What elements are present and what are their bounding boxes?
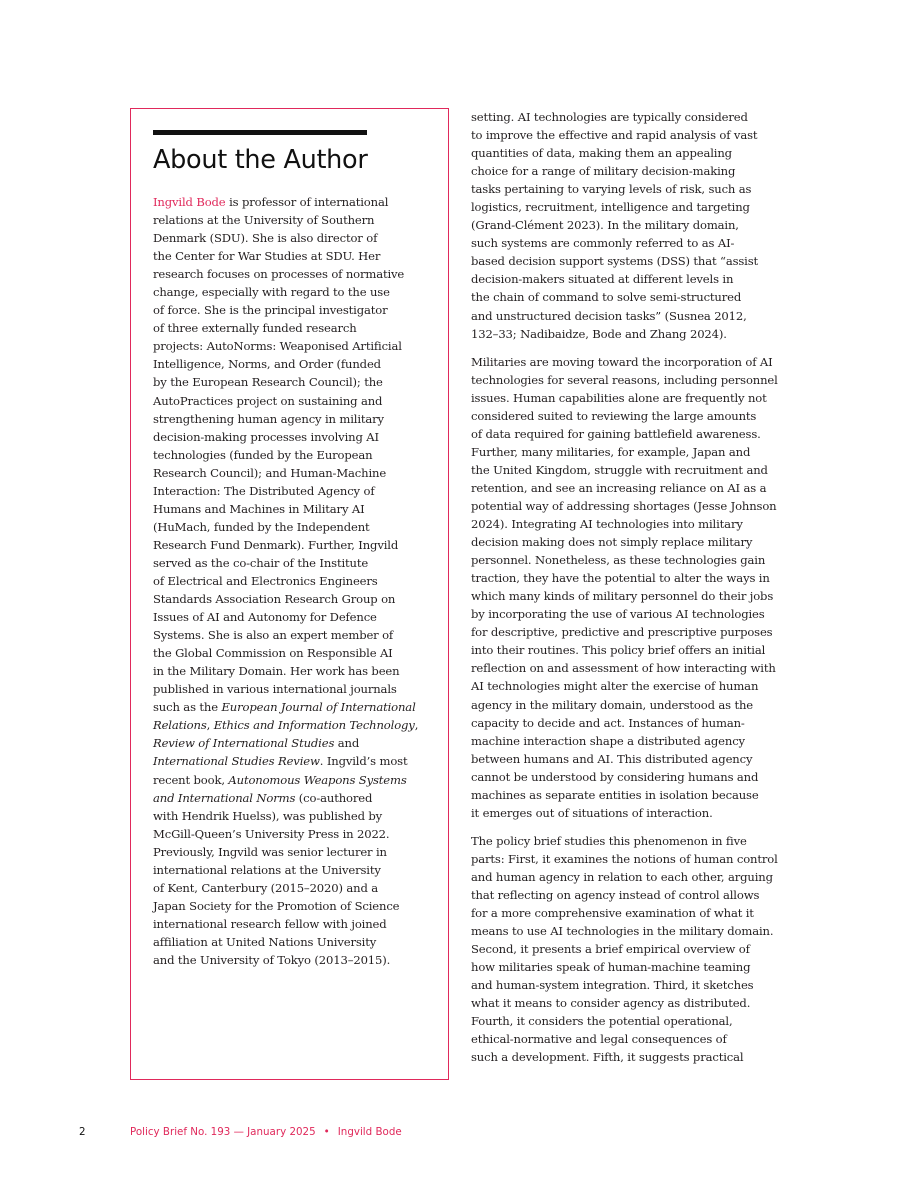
bio-line xyxy=(153,789,428,807)
bio-line: strengthening human agency in military xyxy=(153,411,384,426)
body-line: by incorporating the use of various AI technologies xyxy=(471,607,765,622)
publication-title: European Journal of International xyxy=(221,700,416,715)
bio-line: the Global Commission on Responsible AI xyxy=(153,646,393,661)
body-line: for descriptive, predictive and prescriptive purposes xyxy=(471,625,773,640)
bio-line xyxy=(153,698,428,716)
body-line: of data required for gaining battlefield awareness. xyxy=(471,426,761,441)
bio-text: , xyxy=(206,718,214,733)
body-line: the United Kingdom, struggle with recruitment and xyxy=(471,462,768,477)
footer-publication: Policy Brief No. 193 — January 2025 xyxy=(130,1126,316,1138)
bio-line: projects: AutoNorms: Weaponised Artificial xyxy=(153,339,402,354)
bio-line: international relations at the University xyxy=(153,862,381,877)
bio-line: of force. She is the principal investigator xyxy=(153,303,388,318)
author-name-link[interactable]: Ingvild Bode xyxy=(153,195,226,209)
body-line: technologies for several reasons, including personnel xyxy=(471,372,778,387)
heading-rule xyxy=(153,130,367,135)
body-line: decision making does not simply replace military xyxy=(471,535,753,550)
body-line: means to use AI technologies in the military domain. xyxy=(471,924,774,939)
author-bio xyxy=(153,193,428,969)
body-line: parts: First, it examines the notions of human control xyxy=(471,851,778,866)
bio-text: such as the xyxy=(153,700,222,715)
body-line: reflection on and assessment of how interacting with xyxy=(471,661,776,676)
body-line: Second, it presents a brief empirical overview of xyxy=(471,942,750,957)
bio-line: relations at the University of Southern xyxy=(153,213,375,228)
body-line: Further, many militaries, for example, Japan and xyxy=(471,444,751,459)
body-line: personnel. Nonetheless, as these technologies gain xyxy=(471,553,766,568)
about-author-heading: About the Author xyxy=(153,145,368,175)
body-line: The policy brief studies this phenomenon in five xyxy=(471,833,747,848)
bio-line: in the Military Domain. Her work has been xyxy=(153,664,400,679)
body-line: that reflecting on agency instead of control allows xyxy=(471,887,760,902)
bio-line: Intelligence, Norms, and Order (funded xyxy=(153,357,381,372)
bio-line: decision-making processes involving AI xyxy=(153,429,379,444)
bio-line xyxy=(153,752,428,770)
body-line: the chain of command to solve semi-structured xyxy=(471,290,742,305)
bio-line: Japan Society for the Promotion of Science xyxy=(153,898,400,913)
bio-line: with Hendrik Huelss), was published by xyxy=(153,808,383,823)
bio-line: technologies (funded by the European xyxy=(153,447,373,462)
bio-line: Humans and Machines in Military AI xyxy=(153,501,365,516)
bio-text: , xyxy=(414,718,419,733)
publication-title: Ethics and Information Technology xyxy=(213,718,415,733)
bio-text: recent book, xyxy=(153,772,229,787)
body-line: traction, they have the potential to alter the ways in xyxy=(471,571,770,586)
bio-line: Interaction: The Distributed Agency of xyxy=(153,483,375,498)
footer-author: Ingvild Bode xyxy=(337,1126,402,1138)
footer-running-head xyxy=(130,1126,402,1138)
bio-line: and the University of Tokyo (2013–2015). xyxy=(153,952,391,967)
bio-line: Previously, Ingvild was senior lecturer in xyxy=(153,844,387,859)
body-line: logistics, recruitment, intelligence and targeting xyxy=(471,200,750,215)
body-line: capacity to decide and act. Instances of human- xyxy=(471,715,745,730)
body-line: machines as separate entities in isolation because xyxy=(471,787,759,802)
publication-title: and International Norms xyxy=(153,790,296,805)
bio-line: research focuses on processes of normative xyxy=(153,267,405,282)
body-line: such systems are commonly referred to as AI- xyxy=(471,236,735,251)
body-line: retention, and see an increasing reliance on AI as a xyxy=(471,480,767,495)
bio-line: change, especially with regard to the use xyxy=(153,285,390,300)
bio-line: Research Fund Denmark). Further, Ingvild xyxy=(153,537,399,552)
body-line: between humans and AI. This distributed agency xyxy=(471,751,753,766)
body-line: agency in the military domain, understood as the xyxy=(471,697,754,712)
bio-line: McGill-Queen’s University Press in 2022. xyxy=(153,826,390,841)
body-paragraph xyxy=(471,353,791,822)
body-line: considered suited to reviewing the large amounts xyxy=(471,408,757,423)
bio-line xyxy=(153,734,428,752)
publication-title: Autonomous Weapons Systems xyxy=(228,772,407,787)
bio-line: served as the co-chair of the Institute xyxy=(153,555,369,570)
bio-line: Systems. She is also an expert member of xyxy=(153,628,394,643)
body-line: which many kinds of military personnel do their jobs xyxy=(471,589,774,604)
bio-line: published in various international journals xyxy=(153,682,397,697)
body-line: Militaries are moving toward the incorporation of AI xyxy=(471,354,773,369)
publication-title: International Studies Review xyxy=(153,754,320,769)
bio-line: affiliation at United Nations University xyxy=(153,934,377,949)
body-line: how militaries speak of human-machine teaming xyxy=(471,960,751,975)
body-line: what it means to consider agency as distributed. xyxy=(471,996,751,1011)
body-line: (Grand-Clément 2023). In the military domain, xyxy=(471,218,739,233)
bio-text: and xyxy=(334,736,360,751)
bio-line: AutoPractices project on sustaining and xyxy=(153,393,383,408)
body-line: choice for a range of military decision-making xyxy=(471,164,736,179)
publication-title: Review of International Studies xyxy=(153,736,335,751)
bio-line: Research Council); and Human-Machine xyxy=(153,465,387,480)
body-line: it emerges out of situations of interaction. xyxy=(471,805,713,820)
bio-line: international research fellow with joined xyxy=(153,916,387,931)
bio-line: Issues of AI and Autonomy for Defence xyxy=(153,610,377,625)
body-line: quantities of data, making them an appealing xyxy=(471,146,732,161)
body-line: based decision support systems (DSS) that “assist xyxy=(471,254,759,269)
body-line: such a development. Fifth, it suggests practical xyxy=(471,1050,744,1065)
body-line: to improve the effective and rapid analysis of vast xyxy=(471,128,758,143)
bio-line: of Electrical and Electronics Engineers xyxy=(153,573,378,588)
body-line: tasks pertaining to varying levels of risk, such as xyxy=(471,182,752,197)
body-line: and unstructured decision tasks” (Susnea 2012, xyxy=(471,308,747,323)
bio-line: Ingvild Bode is professor of international xyxy=(153,195,389,209)
about-author-box xyxy=(130,108,449,1080)
body-line: setting. AI technologies are typically considered xyxy=(471,110,748,124)
bio-text: . Ingvild’s most xyxy=(319,754,408,769)
page-number: 2 xyxy=(79,1126,86,1138)
bio-line: the Center for War Studies at SDU. Her xyxy=(153,249,381,264)
body-line: machine interaction shape a distributed agency xyxy=(471,733,745,748)
body-line: for a more comprehensive examination of what it xyxy=(471,906,754,921)
main-body-column xyxy=(471,108,791,1076)
body-line: and human agency in relation to each other, arguing xyxy=(471,869,773,884)
body-paragraph xyxy=(471,832,791,1067)
bio-line: of Kent, Canterbury (2015–2020) and a xyxy=(153,880,379,895)
body-line: into their routines. This policy brief offers an initial xyxy=(471,643,766,658)
body-line: cannot be understood by considering humans and xyxy=(471,769,759,784)
bio-line: (HuMach, funded by the Independent xyxy=(153,519,370,534)
body-paragraph xyxy=(471,108,791,343)
publication-title: Relations xyxy=(153,718,207,733)
bio-line: Denmark (SDU). She is also director of xyxy=(153,231,378,246)
body-line: 132–33; Nadibaidze, Bode and Zhang 2024). xyxy=(471,326,727,341)
body-line: 2024). Integrating AI technologies into military xyxy=(471,517,743,532)
body-line: Fourth, it considers the potential operational, xyxy=(471,1014,733,1029)
body-line: ethical-normative and legal consequences of xyxy=(471,1032,727,1047)
body-line: decision-makers situated at different levels in xyxy=(471,272,734,287)
body-line: and human-system integration. Third, it sketches xyxy=(471,978,754,993)
footer-separator: • xyxy=(323,1126,330,1138)
bio-line xyxy=(153,771,428,789)
page-footer xyxy=(0,1126,920,1142)
bio-line: Standards Association Research Group on xyxy=(153,592,396,607)
bio-line: by the European Research Council); the xyxy=(153,375,383,390)
bio-line xyxy=(153,716,428,734)
body-line: issues. Human capabilities alone are frequently not xyxy=(471,390,767,405)
bio-text: (co-authored xyxy=(295,790,373,805)
body-line: AI technologies might alter the exercise of human xyxy=(471,679,759,694)
body-line: potential way of addressing shortages (Jesse Johnson xyxy=(471,498,777,513)
bio-line: of three externally funded research xyxy=(153,321,357,336)
